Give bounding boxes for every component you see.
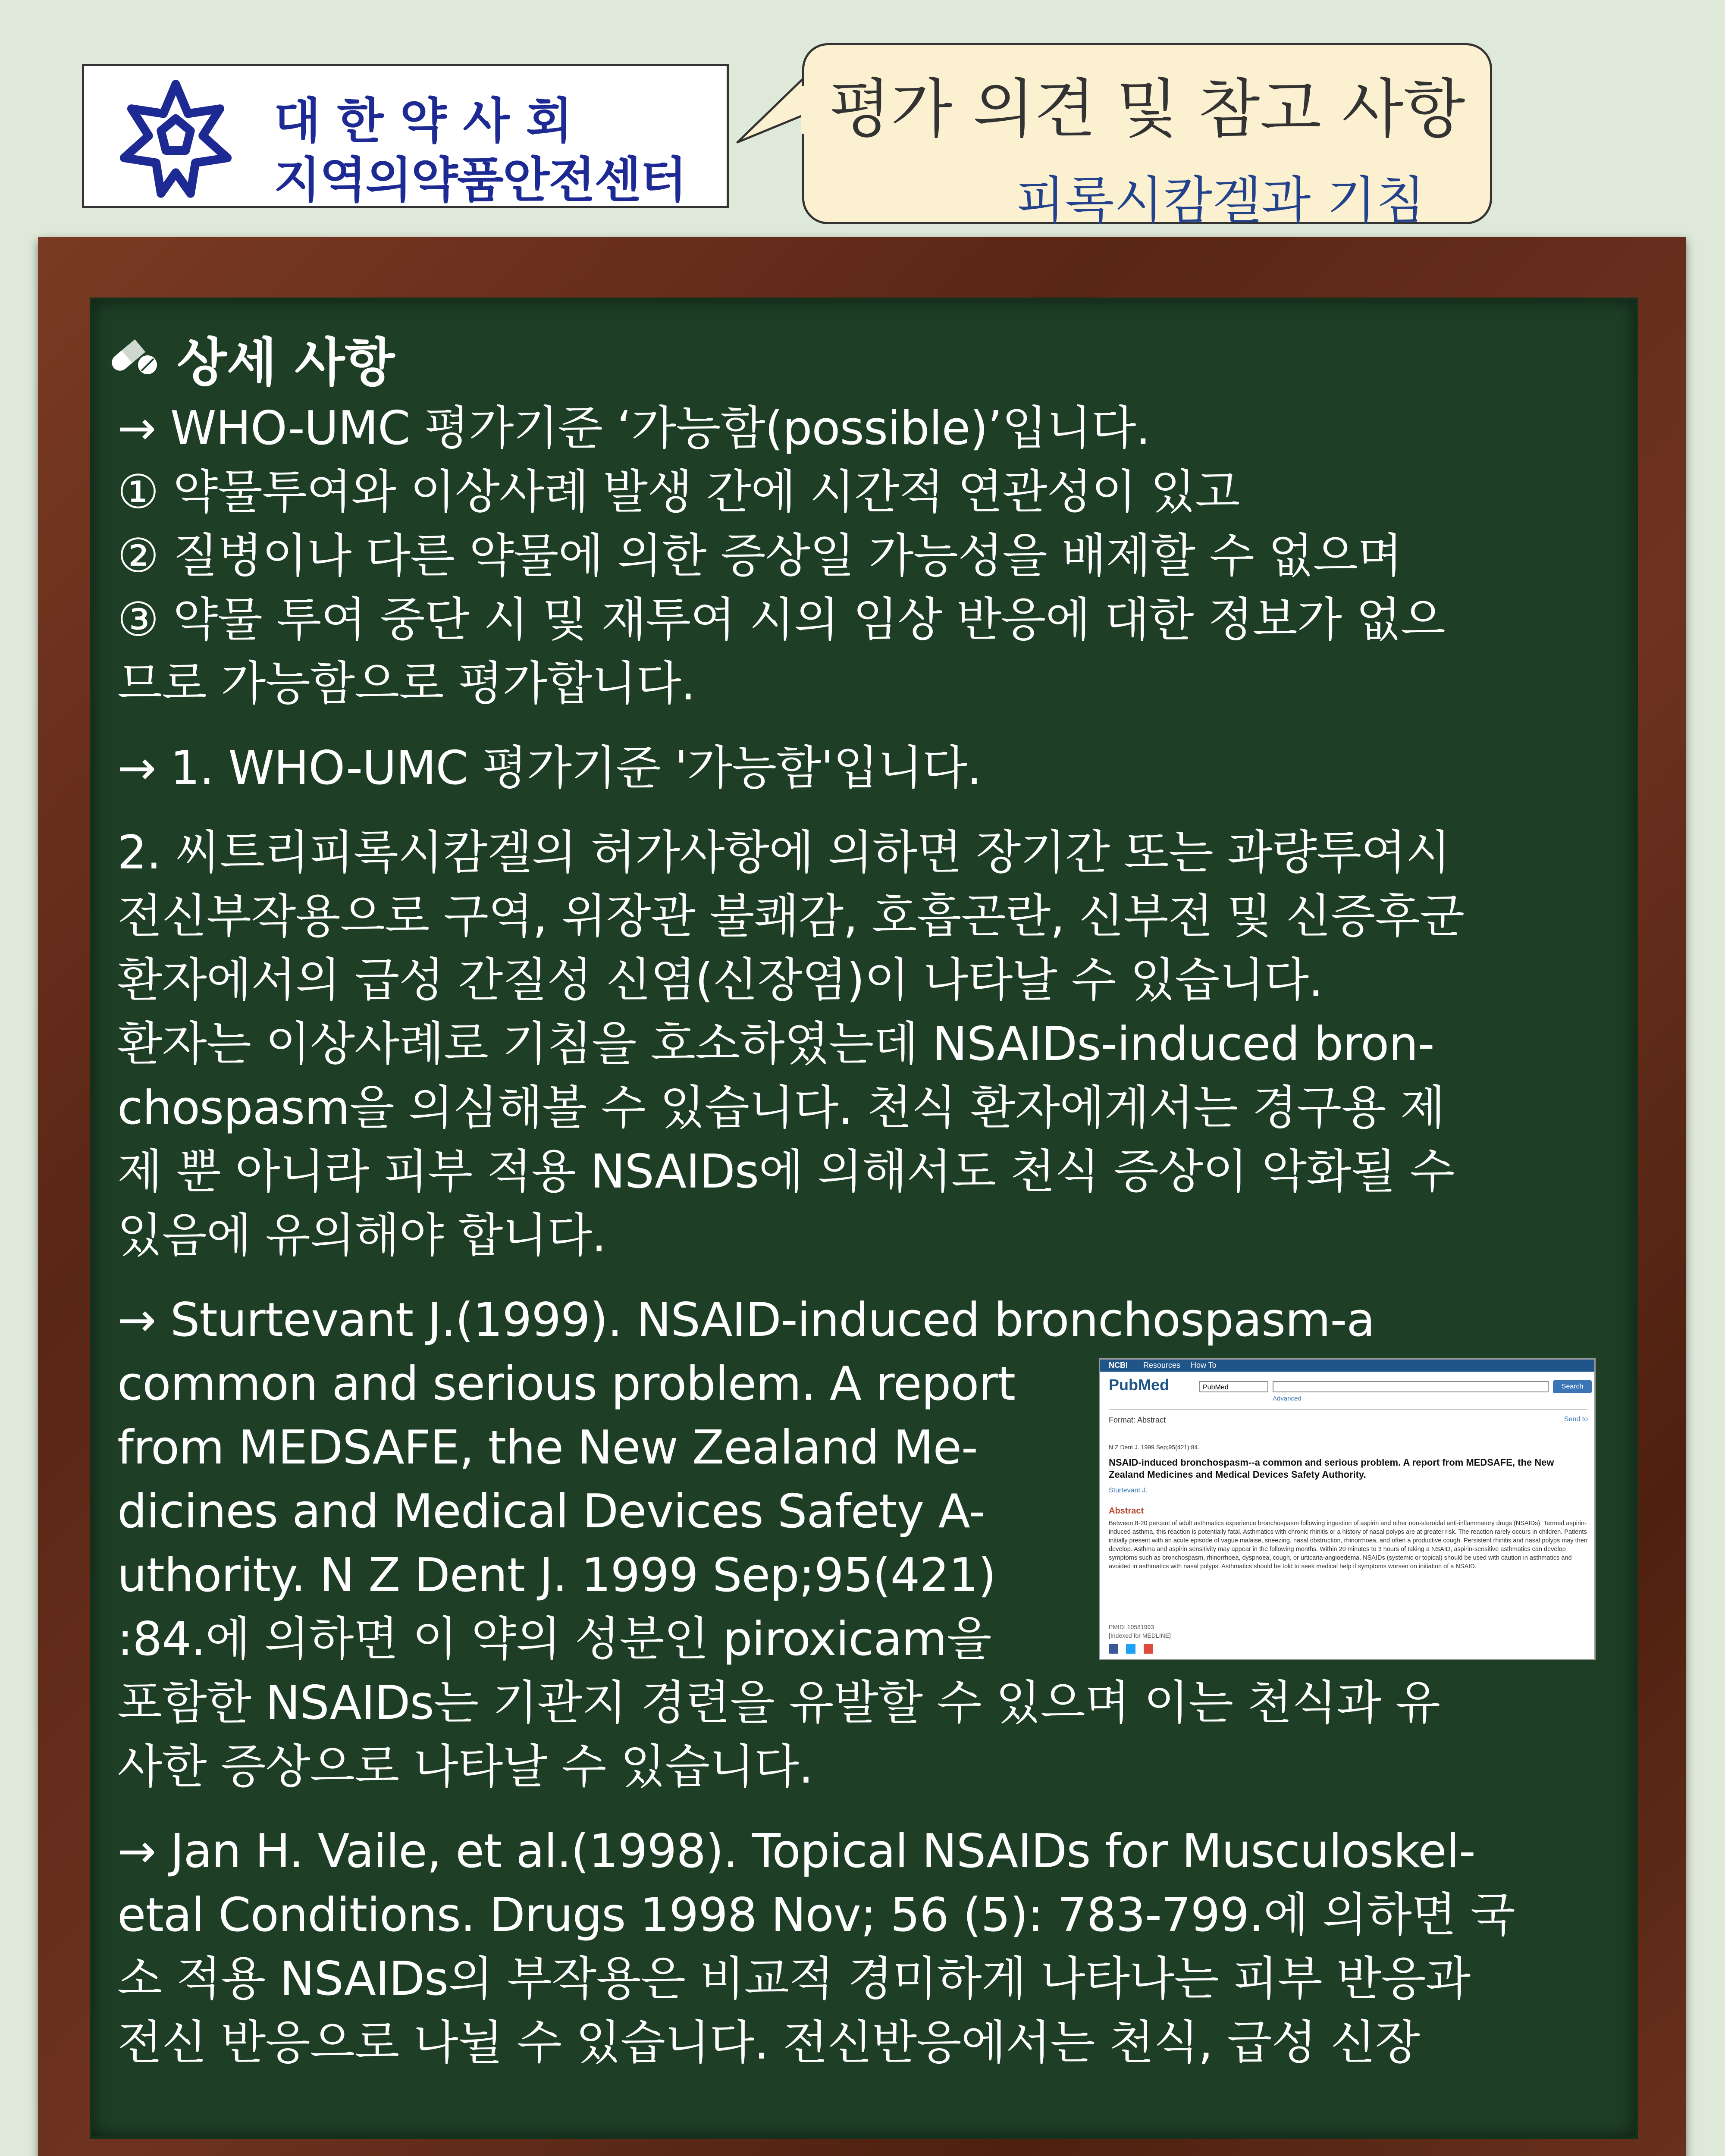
board-line: 포함한 NSAIDs는 기관지 경련을 유발할 수 있으며 이는 천식과 유 (117, 1676, 1440, 1730)
board-line: 사한 증상으로 나타날 수 있습니다. (117, 1740, 813, 1794)
title-speech-bubble (802, 43, 1492, 230)
pubmed-topbar (1100, 1360, 1594, 1372)
org-name: 대한약사회 (274, 93, 589, 149)
send-to-link: Send to (1564, 1416, 1588, 1423)
board-line: etal Conditions. Drugs 1998 Nov; 56 (5): 783-799.에 의하면 국 (117, 1888, 1515, 1942)
resources-menu: Resources (1143, 1361, 1181, 1369)
abstract-text: Between 8-20 percent of adult asthmatics experience bronchospasm following ingestion of aspirin and other non-steroidal anti-inflammatory drugs (NSAIDs). Termed aspirin-induced asthma, this reaction is potentially fatal. Asthmatics with chronic rhinitis or a history of nasal polyps are at greater risk. The reaction rarely occurs in children. Patients initially present with an acute episode of vague malaise, sneezing, nasal obstruction, rhinorrhoea, and often a productive cough. Persistent rhinitis and nasal polyps may then develop. Asthma and aspirin sensitivity may appear in the following months. Within 20 minutes to 3 hours of taking a NSAID, aspirin-sensitive asthmatics can develop symptoms such as bronchospasm, rhinorrhoea, dyspnoea, cough, or urticaria-angioedema. NSAIDs (systemic or topical) should be used with caution in asthmatics and avoided in asthmatics with nasal polyps. Asthmatics should be told to seek medical help if symptoms worsen on initiation of a NSAID. (1109, 1520, 1587, 1570)
advanced-link: Advanced (1273, 1395, 1302, 1402)
divider (1109, 1409, 1587, 1410)
board-line: uthority. N Z Dent J. 1999 Sep;95(421) (117, 1548, 996, 1602)
pharmacist-association-emblem-icon (114, 77, 237, 200)
board-line: → Sturtevant J.(1999). NSAID-induced bronchospasm-a (117, 1293, 1375, 1347)
pubmed-search-input (1273, 1381, 1549, 1392)
pubmed-search-button: Search (1553, 1380, 1592, 1393)
board-line: 제 뿐 아니라 피부 적용 NSAIDs에 의해서도 천식 증상이 악화될 수 (117, 1145, 1455, 1199)
howto-menu: How To (1191, 1361, 1217, 1369)
board-line: 환자에서의 급성 간질성 신염(신장염)이 나타날 수 있습니다. (117, 953, 1323, 1007)
article-title: NSAID-induced bronchospasm--a common and serious problem. A report from MEDSAFE, the New Zealand Medicines and Medical Devices Safety Authority. (1109, 1457, 1554, 1480)
board-line: common and serious problem. A report (117, 1357, 1016, 1411)
database-select: PubMed (1199, 1381, 1268, 1392)
org-logo (82, 64, 729, 208)
article-citation: N Z Dent J. 1999 Sep;95(421):84. (1109, 1444, 1200, 1451)
indexed-note: [Indexed for MEDLINE] (1109, 1632, 1171, 1639)
board-line: 환자는 이상사례로 기침을 호소하였는데 NSAIDs-induced bron- (117, 1017, 1434, 1071)
share-icons (1109, 1644, 1159, 1656)
page-title: 평가 의견 및 참고 사항 (829, 72, 1465, 146)
ncbi-label: NCBI (1109, 1361, 1128, 1369)
board-line: dicines and Medical Devices Safety A- (117, 1485, 985, 1539)
board-line: → Jan H. Vaile, et al.(1998). Topical NSAIDs for Musculoskel- (117, 1824, 1475, 1878)
board-line: 2. 씨트리피록시캄겔의 허가사항에 의하면 장기간 또는 과량투여시 (117, 826, 1450, 880)
center-name: 지역의약품안전센터 (274, 152, 686, 208)
board-line: 므로 가능함으로 평가합니다. (117, 657, 695, 711)
page-subtitle: 피록시캄겔과 기침 (1016, 171, 1425, 230)
board-line: ③ 약물 투여 중단 시 및 재투여 시의 임상 반응에 대한 정보가 없으 (117, 593, 1445, 647)
chalk-icon (1462, 2145, 1686, 2156)
board-line: → 1. WHO-UMC 평가기준 '가능함'입니다. (117, 741, 982, 795)
format-selector: Format: Abstract (1109, 1416, 1166, 1424)
board-line: 전신부작용으로 구역, 위장관 불쾌감, 호흡곤란, 신부전 및 신증후군 (117, 890, 1465, 943)
board-line: from MEDSAFE, the New Zealand Me- (117, 1421, 978, 1475)
pill-icon (108, 331, 160, 379)
section-heading: 상세 사항 (177, 333, 395, 393)
bubble-seam (801, 86, 806, 134)
facebook-icon (1109, 1644, 1118, 1654)
pmid: PMID: 10581993 (1109, 1623, 1154, 1630)
board-line: → WHO-UMC 평가기준 ‘가능함(possible)’입니다. (117, 401, 1150, 455)
board-line: :84.에 의하면 이 약의 성분인 piroxicam을 (117, 1612, 991, 1666)
pubmed-screenshot (1099, 1358, 1596, 1660)
twitter-icon (1126, 1644, 1135, 1654)
board-line: 소 적용 NSAIDs의 부작용은 비교적 경미하게 나타나는 피부 반응과 (117, 1952, 1471, 2006)
board-line: ② 질병이나 다른 약물에 의한 증상일 가능성을 배제할 수 없으며 (117, 529, 1402, 583)
pubmed-logo: PubMed (1109, 1376, 1169, 1394)
board-line: 전신 반응으로 나뉠 수 있습니다. 전신반응에서는 천식, 급성 신장 (117, 2016, 1420, 2070)
abstract-heading: Abstract (1109, 1506, 1144, 1516)
google-plus-icon (1144, 1644, 1153, 1654)
board-line: 있음에 유의해야 합니다. (117, 1209, 606, 1263)
board-line: chospasm을 의심해볼 수 있습니다. 천식 환자에게서는 경구용 제 (117, 1081, 1445, 1135)
board-line: ① 약물투여와 이상사례 발생 간에 시간적 연관성이 있고 (117, 465, 1240, 519)
article-author: Sturtevant J. (1109, 1487, 1148, 1494)
